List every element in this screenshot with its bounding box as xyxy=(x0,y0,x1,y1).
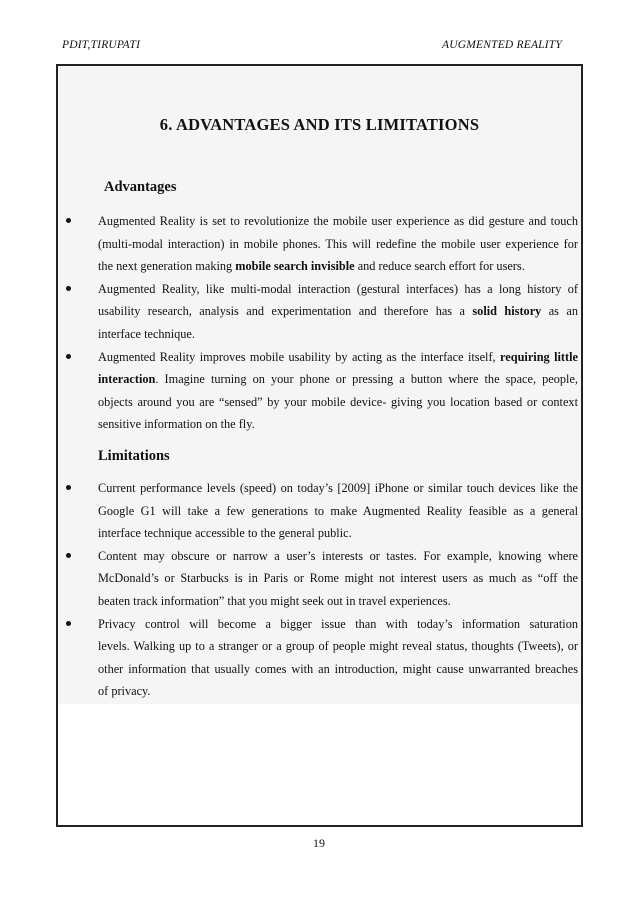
list-item-line: other information that usually comes with an introduction, might cause unwarranted breaches xyxy=(98,661,578,676)
list-item-line: sensitive information on the fly. xyxy=(98,417,255,432)
bold-text-run: requiring little xyxy=(500,349,578,364)
bullet-icon xyxy=(66,621,71,626)
list-item-line: interface technique. xyxy=(98,326,195,341)
text-run: . Imagine turning on your phone or pressing a button where the space, people, xyxy=(155,372,578,387)
text-run: usability research, analysis and experimentation and therefore has a xyxy=(98,304,473,319)
list-item-line: of privacy. xyxy=(98,684,151,699)
list-item-line: (multi-modal interaction) in mobile phones. This will redefine the mobile user experience for xyxy=(98,236,578,251)
list-item-line: Google G1 will take a few generations to make Augmented Reality feasible as a general xyxy=(98,503,578,518)
list-item-line: McDonald’s or Starbucks is in Paris or Rome might not interest users as much as “off the xyxy=(98,571,578,586)
bold-text-run: interaction xyxy=(98,372,156,387)
list-item-line xyxy=(98,348,578,366)
list-item-line xyxy=(98,370,578,388)
limitations-heading: Limitations xyxy=(98,448,170,464)
list-item-line: Content may obscure or narrow a user’s interests or tastes. For example, knowing where xyxy=(98,548,578,563)
list-item-line xyxy=(98,257,578,275)
text-run: and reduce search effort for users. xyxy=(354,259,525,274)
bullet-icon xyxy=(66,553,71,558)
advantages-heading: Advantages xyxy=(104,179,177,195)
header-document-title: AUGMENTED REALITY xyxy=(441,39,562,51)
list-item-line: levels. Walking up to a stranger or a group of people might reveal status, thoughts (Tweets), or xyxy=(98,639,578,654)
list-item-line: Current performance levels (speed) on today’s [2009] iPhone or similar touch devices like the xyxy=(98,481,578,495)
list-item-line: beaten track information” that you might seek out in travel experiences. xyxy=(98,593,451,608)
bullet-icon xyxy=(66,354,71,359)
text-run: as an xyxy=(541,304,578,319)
bullet-icon xyxy=(66,485,71,490)
list-item-line: Augmented Reality is set to revolutionize the mobile user experience as did gesture and touch xyxy=(98,214,578,228)
list-item-line: Privacy control will become a bigger issue than with today’s information saturation xyxy=(98,616,578,631)
page-number: 19 xyxy=(313,836,325,850)
bold-text-run: solid history xyxy=(472,304,542,319)
bullet-icon xyxy=(66,218,71,223)
text-run: the next generation making xyxy=(98,259,236,274)
section-title: 6. ADVANTAGES AND ITS LIMITATIONS xyxy=(159,115,480,134)
bullet-icon xyxy=(66,286,71,291)
list-item-line: objects around you are “sensed” by your mobile device- giving you location based or context xyxy=(98,394,578,409)
list-item-line: interface technique accessible to the general public. xyxy=(98,526,352,541)
list-item-line xyxy=(98,302,578,320)
page-frame xyxy=(56,64,583,827)
text-run: Augmented Reality improves mobile usability by acting as the interface itself, xyxy=(98,349,501,364)
list-item-line: Augmented Reality, like multi-modal interaction (gestural interfaces) has a long history of xyxy=(98,281,578,296)
header-institution: PDIT,TIRUPATI xyxy=(62,39,141,51)
bold-text-run: mobile search invisible xyxy=(235,259,355,274)
